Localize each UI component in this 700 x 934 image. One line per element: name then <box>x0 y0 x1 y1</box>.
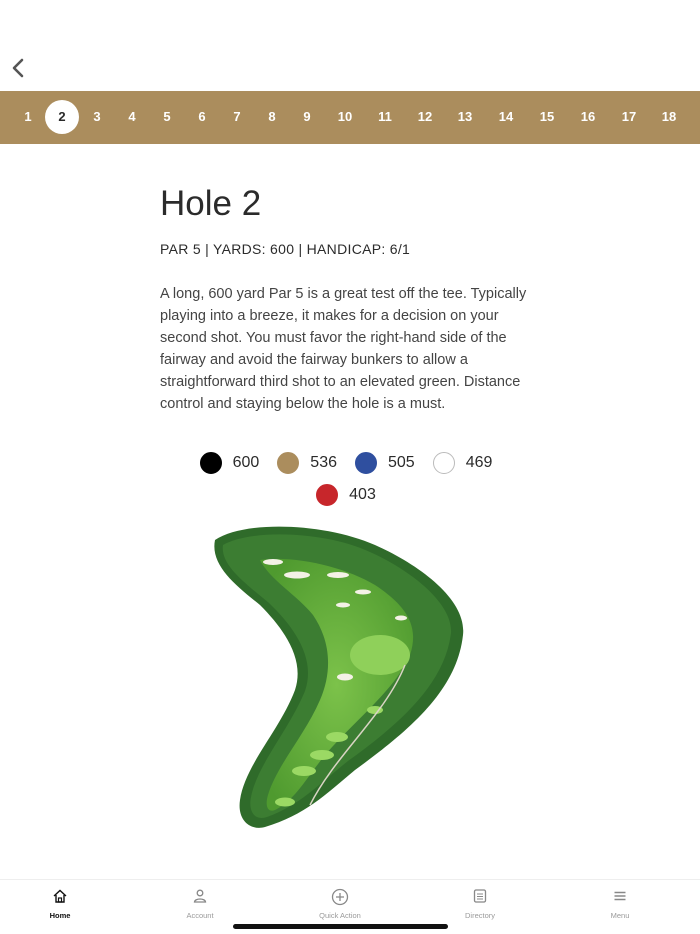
plus-circle-icon <box>280 888 400 908</box>
tee-item <box>355 452 415 474</box>
tee-color-dot <box>200 452 222 474</box>
tee-item <box>200 452 260 474</box>
tab-quick-action[interactable] <box>280 888 400 920</box>
tab-directory[interactable] <box>420 888 540 920</box>
hole-tab-3[interactable]: 3 <box>93 109 101 124</box>
tee-yardage: 505 <box>388 454 415 471</box>
tab-label: Home <box>49 911 71 920</box>
top-bar <box>0 0 700 91</box>
tab-menu[interactable] <box>560 888 680 920</box>
tee-item <box>433 452 493 474</box>
tee-color-dot <box>316 484 338 506</box>
hole-tab-12[interactable]: 12 <box>417 109 433 124</box>
tab-label: Menu <box>610 911 630 920</box>
hamburger-icon <box>560 888 680 908</box>
hole-tab-15[interactable]: 15 <box>539 109 555 124</box>
hole-tab-17[interactable]: 17 <box>621 109 637 124</box>
hole-tab-7[interactable]: 7 <box>233 109 241 124</box>
page-title: Hole 2 <box>160 184 262 223</box>
hole-tab-13[interactable]: 13 <box>457 109 473 124</box>
tee-yardage: 600 <box>232 454 260 471</box>
person-icon <box>140 888 260 908</box>
tee-legend <box>160 452 532 506</box>
back-button[interactable] <box>6 56 30 80</box>
hole-tab-10[interactable]: 10 <box>337 109 353 124</box>
home-indicator <box>233 924 448 929</box>
hole-meta: PAR 5 | YARDS: 600 | HANDICAP: 6/1 <box>160 241 411 257</box>
tee-yardage: 403 <box>349 486 376 503</box>
tee-color-dot <box>355 452 377 474</box>
home-icon <box>0 888 120 908</box>
tab-account[interactable] <box>140 888 260 920</box>
hole-selector <box>0 91 700 144</box>
hole-tab-4[interactable]: 4 <box>128 109 136 124</box>
tab-label: Quick Action <box>319 911 361 920</box>
hole-tab-18[interactable]: 18 <box>661 109 677 124</box>
hole-tab-16[interactable]: 16 <box>580 109 596 124</box>
hole-map <box>205 515 475 835</box>
tee-color-dot <box>277 452 299 474</box>
tee-yardage: 536 <box>310 454 337 471</box>
tee-yardage: 469 <box>465 454 493 471</box>
hole-tab-8[interactable]: 8 <box>268 109 276 124</box>
hole-tab-11[interactable]: 11 <box>378 109 392 124</box>
hole-tab-9[interactable]: 9 <box>303 109 311 124</box>
tab-label: Account <box>186 911 214 920</box>
tab-home[interactable] <box>0 888 120 920</box>
list-icon <box>420 888 540 908</box>
hole-tab-5[interactable]: 5 <box>163 109 171 124</box>
tee-item <box>277 452 337 474</box>
hole-tab-2[interactable]: 2 <box>45 100 79 134</box>
tee-item <box>169 484 523 506</box>
hole-tab-1[interactable]: 1 <box>24 109 32 124</box>
tee-color-dot <box>433 452 455 474</box>
chevron-left-icon <box>11 58 25 78</box>
tab-label: Directory <box>464 911 495 920</box>
hole-tab-6[interactable]: 6 <box>198 109 206 124</box>
hole-description: A long, 600 yard Par 5 is a great test off the tee. Typically playing into a breeze, it makes for a decision on your second shot. You must favor the right-hand side of the fairway and avoid the fairway bunkers to allow a straightforward third shot to an elevated green. Distance control and staying below the hole is a must. <box>160 286 527 412</box>
hole-tab-14[interactable]: 14 <box>498 109 514 124</box>
